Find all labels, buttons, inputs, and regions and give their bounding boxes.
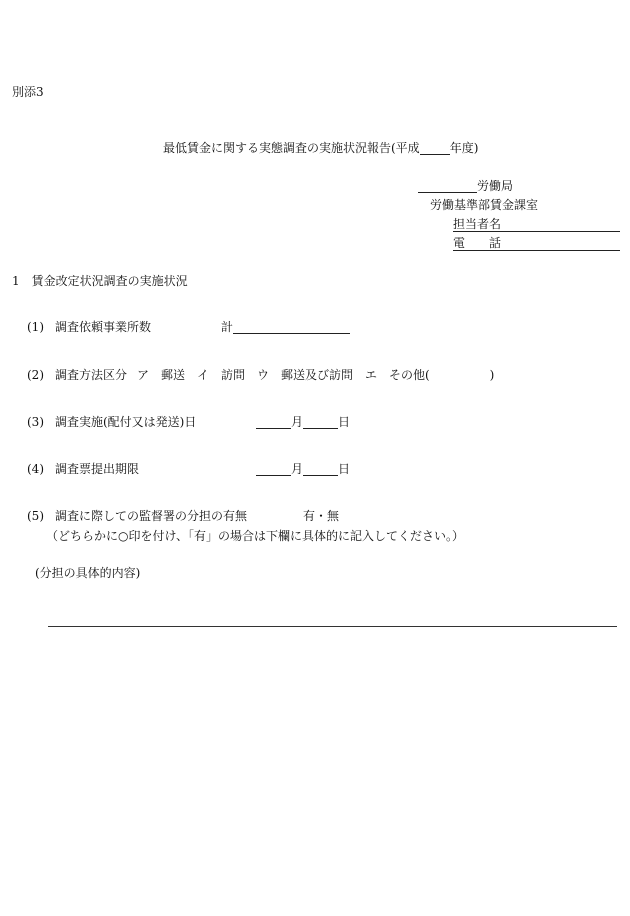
total-field[interactable]	[233, 321, 350, 334]
phone-label: 電 話	[453, 236, 502, 250]
item-5-label: 調査に際しての監督署の分担の有無	[55, 509, 248, 523]
item-4-label: 調査票提出期限	[55, 462, 140, 476]
item-4-date	[256, 462, 350, 476]
month-field[interactable]	[256, 416, 291, 429]
item-4-num: (4)	[27, 462, 44, 476]
year-field[interactable]	[420, 142, 450, 155]
item-1-num: (1)	[27, 320, 44, 334]
title-suffix: 年度)	[449, 141, 479, 155]
method-options: ア 郵送 イ 訪問 ウ 郵送及び訪問 エ その他( )	[137, 368, 495, 382]
bureau-suffix: 労働局	[477, 179, 514, 193]
item-5-num: (5)	[27, 509, 44, 523]
month-label: 月	[291, 462, 304, 476]
detail-label: (分担の具体的内容)	[35, 566, 141, 580]
item-3-label: 調査実施(配付又は発送)日	[55, 415, 197, 429]
detail-field-line[interactable]	[48, 626, 617, 627]
person-label: 担当者名	[453, 217, 502, 231]
division-label: 労働基準部賃金課室	[430, 198, 539, 212]
item-1-label: 調査依頼事業所数	[55, 320, 152, 334]
yes-no-choice[interactable]: 有・無	[303, 509, 340, 523]
phone-field[interactable]	[453, 236, 620, 251]
item-3-num: (3)	[27, 415, 44, 429]
month-field[interactable]	[256, 463, 291, 476]
day-label: 日	[338, 462, 351, 476]
total-label: 計	[221, 320, 234, 334]
item-2-label: 調査方法区分	[55, 368, 128, 382]
title-text: 最低賃金に関する実態調査の実施状況報告(平成	[163, 141, 420, 155]
bureau-line	[418, 179, 513, 193]
item-5-note: （どちらかに○印を付け、「有」の場合は下欄に具体的に記入してください。）	[46, 529, 464, 543]
month-label: 月	[291, 415, 304, 429]
item-3-date	[256, 415, 350, 429]
attachment-label: 別添3	[12, 85, 44, 99]
item-1-total	[221, 320, 350, 334]
item-2-num: (2)	[27, 368, 44, 382]
day-label: 日	[338, 415, 351, 429]
day-field[interactable]	[303, 416, 338, 429]
bureau-field[interactable]	[418, 180, 477, 193]
person-field[interactable]	[453, 217, 620, 232]
section-heading: 1 賃金改定状況調査の実施状況	[12, 274, 188, 288]
day-field[interactable]	[303, 463, 338, 476]
page-title	[163, 141, 478, 155]
